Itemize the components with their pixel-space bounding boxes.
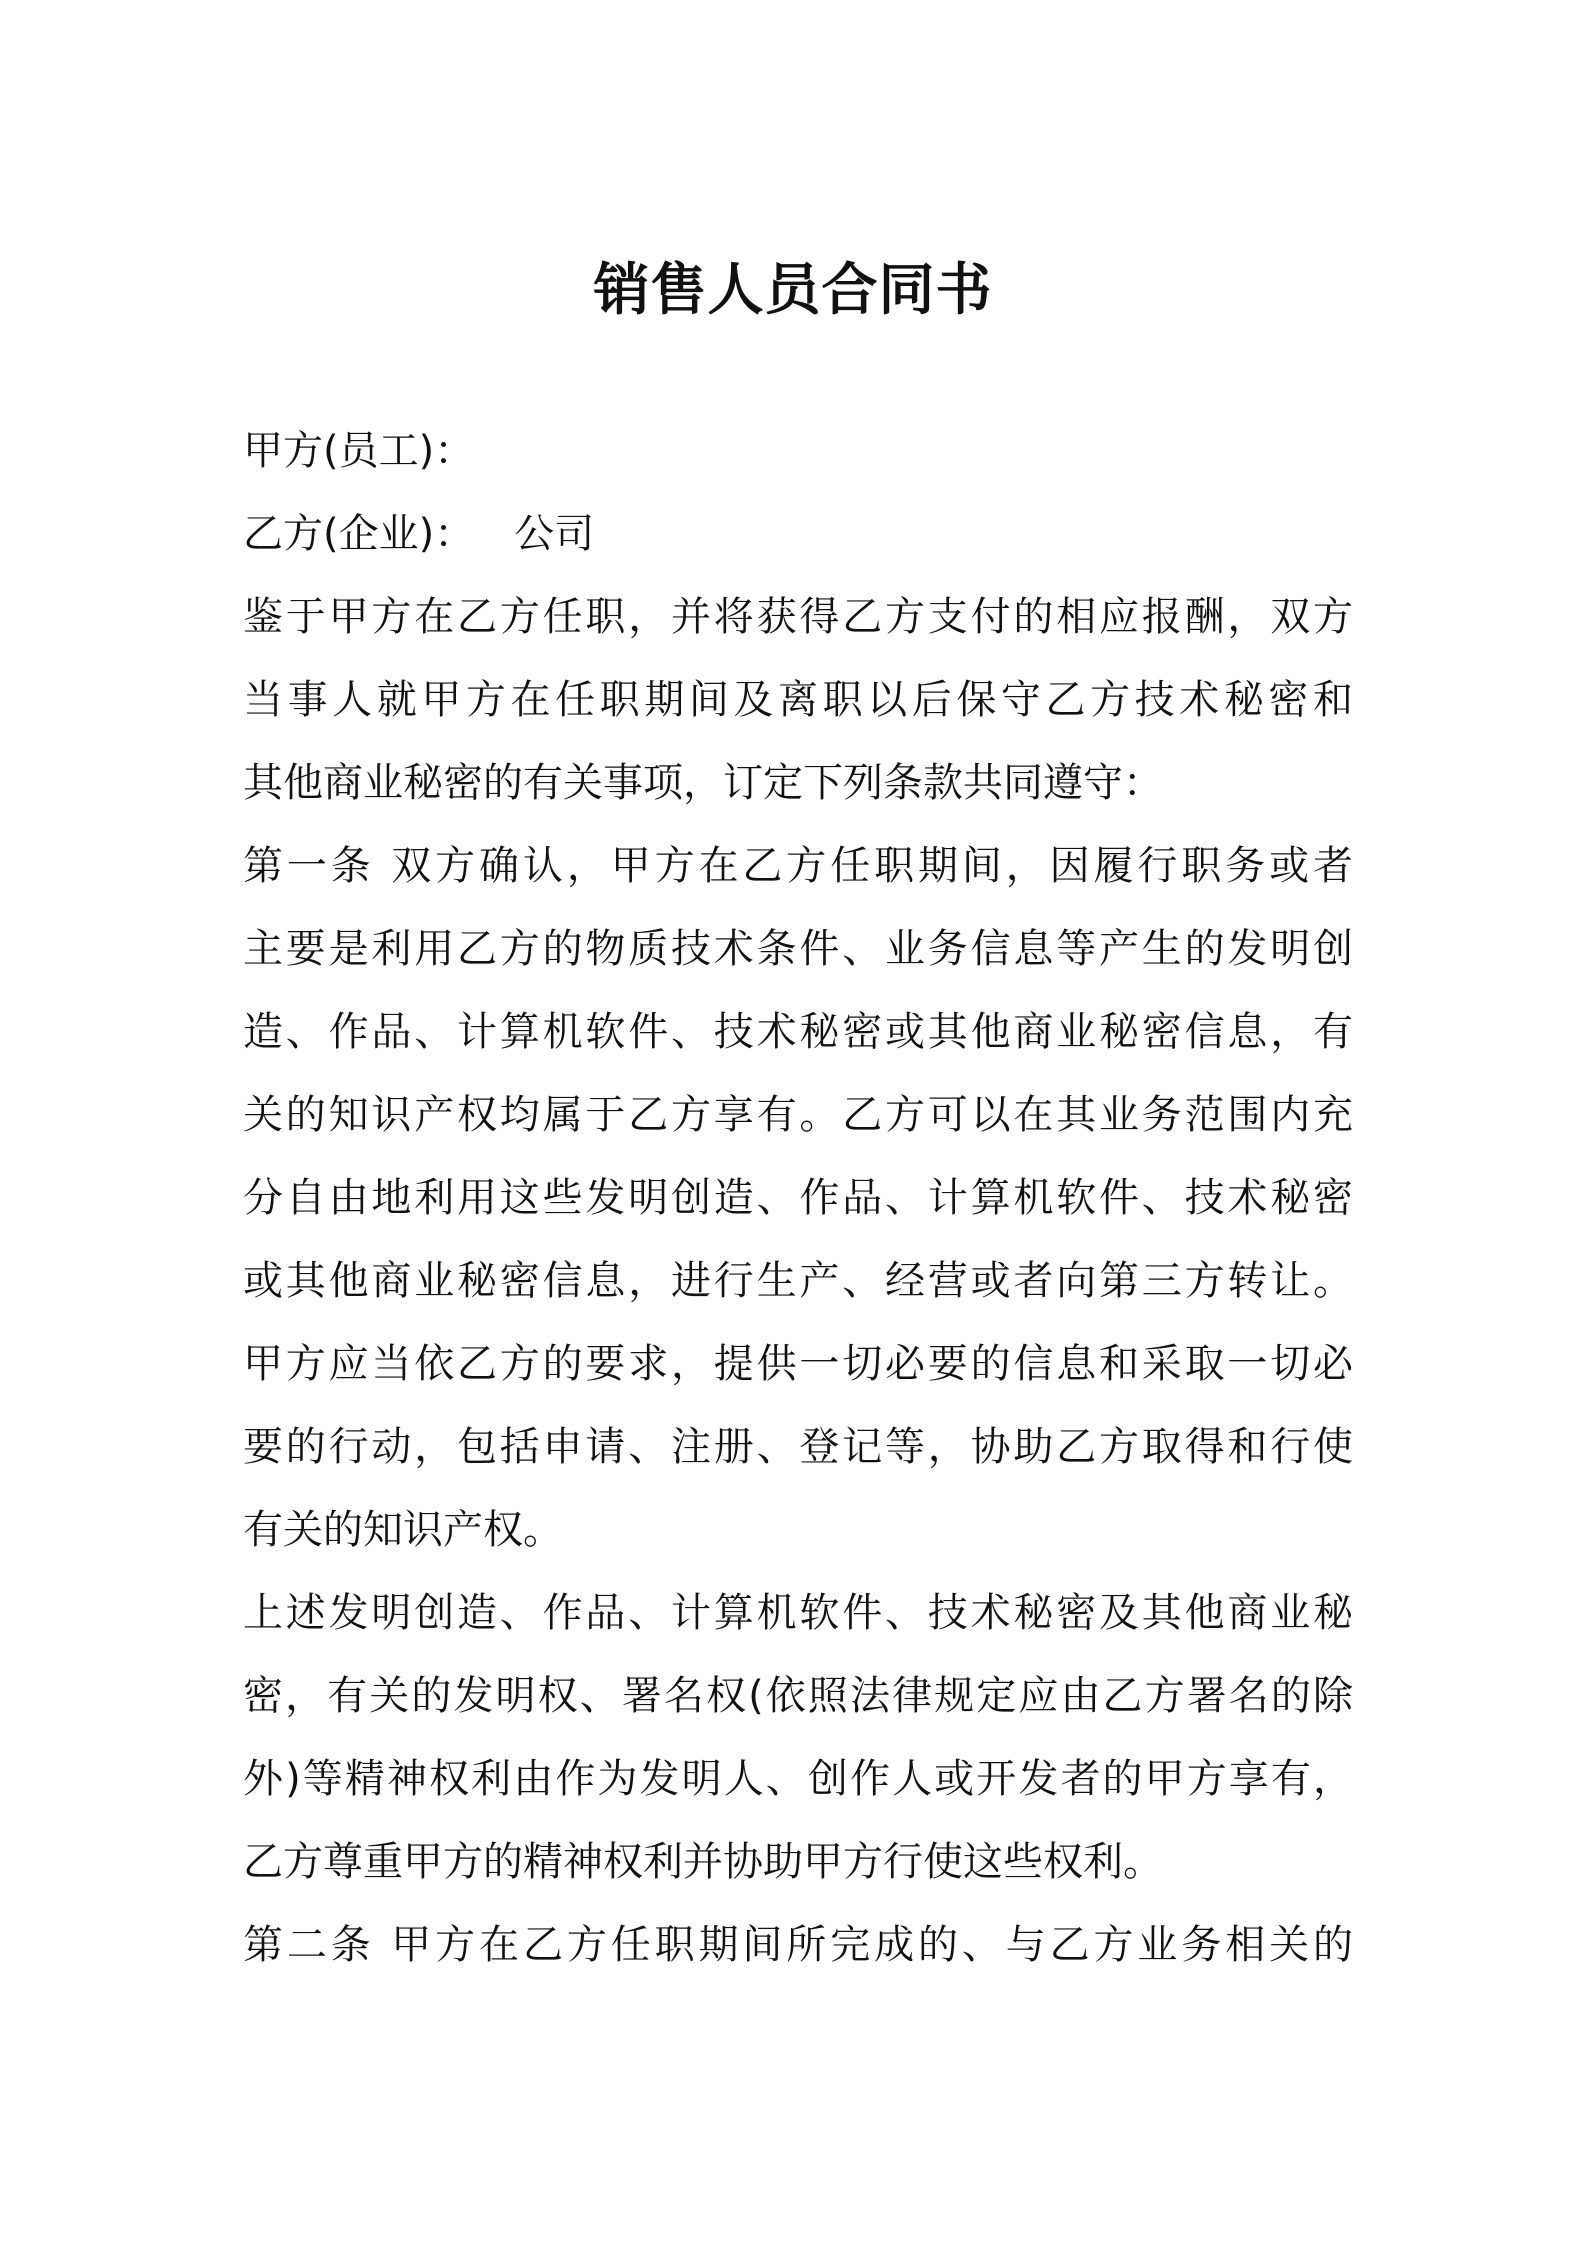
party-b-value: 公司 (514, 511, 595, 557)
party-b-label: 乙方(企业)： (243, 511, 475, 557)
paragraph-line: 主要是利用乙方的物质技术条件、业务信息等产生的发明创 (243, 926, 1353, 972)
paragraph-line: 外)等精神权利由作为发明人、创作人或开发者的甲方享有， (243, 1756, 1353, 1802)
paragraph-line: 关的知识产权均属于乙方享有。乙方可以在其业务范围内充 (243, 1092, 1353, 1138)
paragraph-line: 乙方尊重甲方的精神权利并协助甲方行使这些权利。 (243, 1839, 1163, 1885)
paragraph-line: 第一条 双方确认，甲方在乙方任职期间，因履行职务或者 (243, 843, 1353, 889)
party-b-line (243, 493, 1353, 576)
paragraph-line: 造、作品、计算机软件、技术秘密或其他商业秘密信息，有 (243, 1009, 1353, 1055)
paragraph-line: 有关的知识产权。 (243, 1507, 563, 1553)
paragraph-line: 鉴于甲方在乙方任职，并将获得乙方支付的相应报酬，双方 (243, 594, 1353, 640)
document-body (243, 410, 1353, 1987)
paragraph-line: 当事人就甲方在任职期间及离职以后保守乙方技术秘密和 (243, 677, 1353, 723)
document-title: 销售人员合同书 (593, 258, 993, 323)
paragraph-line: 密，有关的发明权、署名权(依照法律规定应由乙方署名的除 (243, 1673, 1353, 1719)
party-a-line (243, 410, 1353, 493)
party-a-label: 甲方(员工)： (243, 428, 475, 474)
paragraph-line: 要的行动，包括申请、注册、登记等，协助乙方取得和行使 (243, 1424, 1353, 1470)
paragraph-line: 或其他商业秘密信息，进行生产、经营或者向第三方转让。 (243, 1258, 1353, 1304)
paragraph-line: 其他商业秘密的有关事项，订定下列条款共同遵守： (243, 760, 1163, 806)
paragraph-line: 第二条 甲方在乙方任职期间所完成的、与乙方业务相关的 (243, 1922, 1353, 1968)
paragraph-line: 上述发明创造、作品、计算机软件、技术秘密及其他商业秘 (243, 1590, 1353, 1636)
paragraph-line: 分自由地利用这些发明创造、作品、计算机软件、技术秘密 (243, 1175, 1353, 1221)
paragraph-line: 甲方应当依乙方的要求，提供一切必要的信息和采取一切必 (243, 1341, 1353, 1387)
